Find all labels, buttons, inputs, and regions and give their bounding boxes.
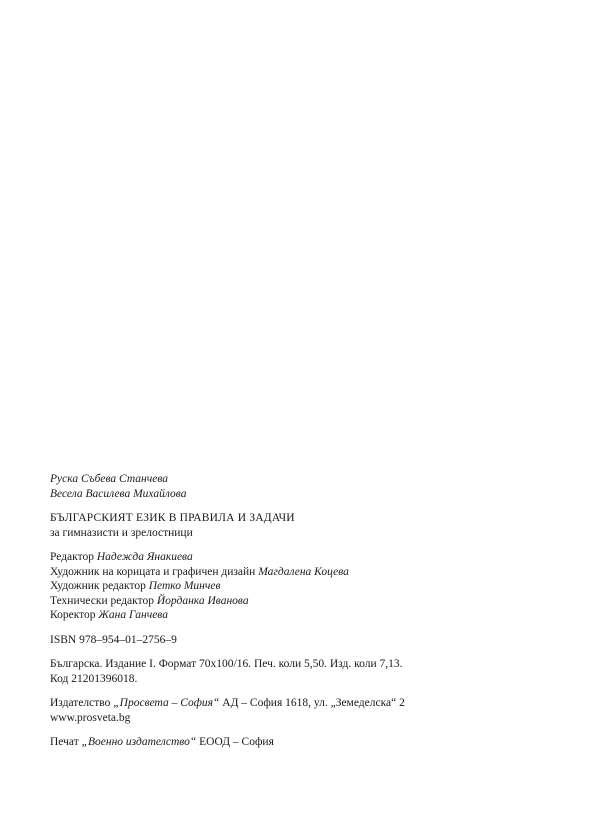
credit-role: Редактор [50, 551, 97, 563]
credit-cover-artist [50, 565, 570, 580]
credit-name: Надежда Янакиева [96, 551, 193, 563]
publisher-address: АД – София 1618, ул. „Земеделска“ 2 [219, 697, 405, 709]
publisher-website: www.prosveta.bg [50, 711, 131, 724]
credit-role: Художник редактор [50, 580, 149, 592]
printer-name: „Военно издателство“ [81, 736, 197, 748]
publisher-line [50, 696, 570, 711]
printer-suffix: ЕООД – София [196, 736, 274, 748]
credit-name: Магдалена Коцева [258, 565, 349, 578]
imprint-block [50, 472, 570, 750]
printer-prefix: Печат [50, 736, 82, 748]
author-2: Весела Василева Михайлова [50, 487, 187, 500]
credit-role: Коректор [50, 609, 99, 621]
printer-line [50, 735, 570, 750]
credit-art-editor [50, 579, 570, 594]
credit-name: Йорданка Иванова [156, 594, 249, 607]
credit-role: Технически редактор [50, 594, 157, 607]
book-title: БЪЛГАРСКИЯТ ЕЗИК В ПРАВИЛА И ЗАДАЧИ [50, 512, 295, 524]
credit-technical-editor [50, 594, 570, 609]
book-subtitle: за гимназисти и зрелостници [50, 526, 193, 539]
publisher-prefix: Издателство [50, 697, 114, 709]
isbn: ISBN 978–954–01–2756–9 [50, 633, 177, 646]
credit-proofreader [50, 608, 570, 623]
edition-code: Код 21201396018. [50, 672, 138, 685]
edition-details: Българска. Издание I. Формат 70х100/16. Печ. коли 5,50. Изд. коли 7,13. [50, 658, 403, 670]
author-1: Руска Събева Станчева [50, 473, 169, 485]
credit-name: Петко Минчев [148, 580, 221, 592]
credit-role: Художник на корицата и графичен дизайн [50, 565, 259, 578]
credit-name: Жана Ганчева [98, 609, 168, 621]
credit-editor [50, 550, 570, 565]
publisher-name: „Просвета – София“ [113, 697, 220, 709]
